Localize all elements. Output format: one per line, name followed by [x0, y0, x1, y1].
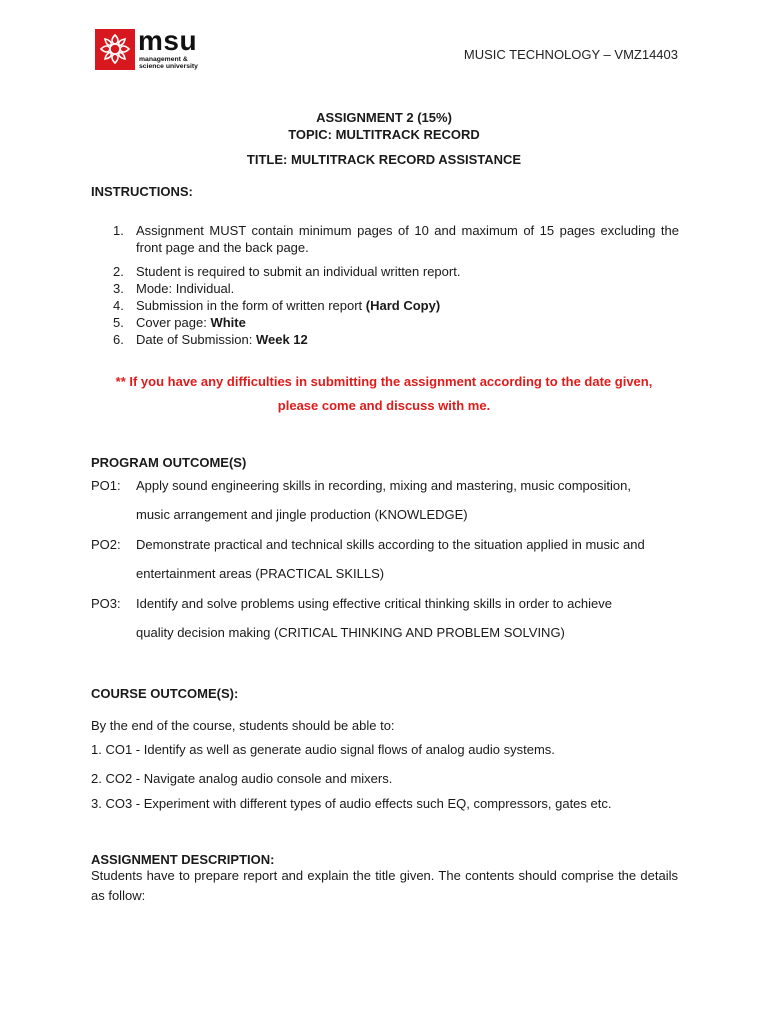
program-outcomes-heading: PROGRAM OUTCOME(S) [91, 455, 247, 470]
item-number: 2. [113, 264, 124, 279]
list-item [91, 263, 679, 280]
logo-subtitle [139, 56, 219, 70]
assignment-title: ASSIGNMENT 2 (15%) [316, 110, 452, 125]
list-item [91, 331, 679, 348]
logo-subtitle-line2: science university [139, 63, 198, 70]
outcome-text-line2: music arrangement and jingle production (KNOWLEDGE) [136, 507, 468, 522]
item-text: Cover page: [136, 315, 211, 330]
item-bold-text: White [210, 315, 246, 330]
course-outcome-item: 3. CO3 - Experiment with different types of audio effects such EQ, compressors, gates etc. [91, 796, 612, 811]
item-text: Assignment MUST contain minimum pages of 10 and maximum of 15 pages excluding the front page and the back page. [136, 223, 679, 255]
item-number: 3. [113, 281, 124, 296]
outcome-text-line1: Apply sound engineering skills in recording, mixing and mastering, music composition, [136, 478, 631, 493]
outcome-code: PO1: [91, 478, 121, 493]
list-item [91, 314, 679, 331]
program-outcome-item [91, 530, 681, 588]
list-item [91, 222, 679, 256]
item-number: 1. [113, 223, 124, 238]
assignment-description-heading: ASSIGNMENT DESCRIPTION: [91, 852, 275, 867]
msu-logo [95, 25, 217, 72]
instructions-heading: INSTRUCTIONS: [91, 184, 193, 199]
outcome-code: PO2: [91, 537, 121, 552]
assignment-description-text: Students have to prepare report and explain the title given. The contents should comprise the details as follow: [91, 868, 678, 903]
warning-line-1: ** If you have any difficulties in submitting the assignment according to the date given, [115, 374, 653, 389]
item-number: 4. [113, 298, 124, 313]
logo-subtitle-line1: management & [139, 56, 188, 63]
course-code: MUSIC TECHNOLOGY – VMZ14403 [463, 47, 678, 62]
logo-wordmark: msu [138, 25, 198, 56]
item-text: Mode: Individual. [136, 281, 235, 296]
course-outcomes-heading: COURSE OUTCOME(S): [91, 686, 239, 701]
outcome-code: PO3: [91, 596, 121, 611]
flower-logo-icon [95, 29, 135, 70]
outcome-text-line2: entertainment areas (PRACTICAL SKILLS) [136, 566, 385, 581]
course-outcome-item: 2. CO2 - Navigate analog audio console and mixers. [91, 771, 393, 786]
warning-line-2: please come and discuss with me. [277, 398, 491, 413]
topic-title: TOPIC: MULTITRACK RECORD [288, 127, 480, 142]
outcome-text-line1: Demonstrate practical and technical skills according to the situation applied in music and [136, 537, 645, 552]
list-item [91, 280, 679, 297]
document-title: TITLE: MULTITRACK RECORD ASSISTANCE [246, 152, 522, 167]
instructions-list [91, 222, 679, 348]
course-outcomes-intro: By the end of the course, students should be able to: [91, 718, 395, 733]
outcome-text-line2: quality decision making (CRITICAL THINKING AND PROBLEM SOLVING) [136, 625, 565, 640]
list-item [91, 297, 679, 314]
item-bold-text: Week 12 [255, 332, 308, 347]
item-number: 6. [113, 332, 124, 347]
item-text: Student is required to submit an individual written report. [136, 264, 461, 279]
item-text: Submission in the form of written report [136, 298, 366, 313]
program-outcome-item [91, 471, 681, 529]
course-outcome-item: 1. CO1 - Identify as well as generate audio signal flows of analog audio systems. [91, 742, 555, 757]
outcome-text-line1: Identify and solve problems using effective critical thinking skills in order to achieve [136, 596, 612, 611]
item-bold-text: (Hard Copy) [365, 298, 441, 313]
item-text: Date of Submission: [136, 332, 256, 347]
program-outcome-item [91, 589, 681, 647]
item-number: 5. [113, 315, 124, 330]
